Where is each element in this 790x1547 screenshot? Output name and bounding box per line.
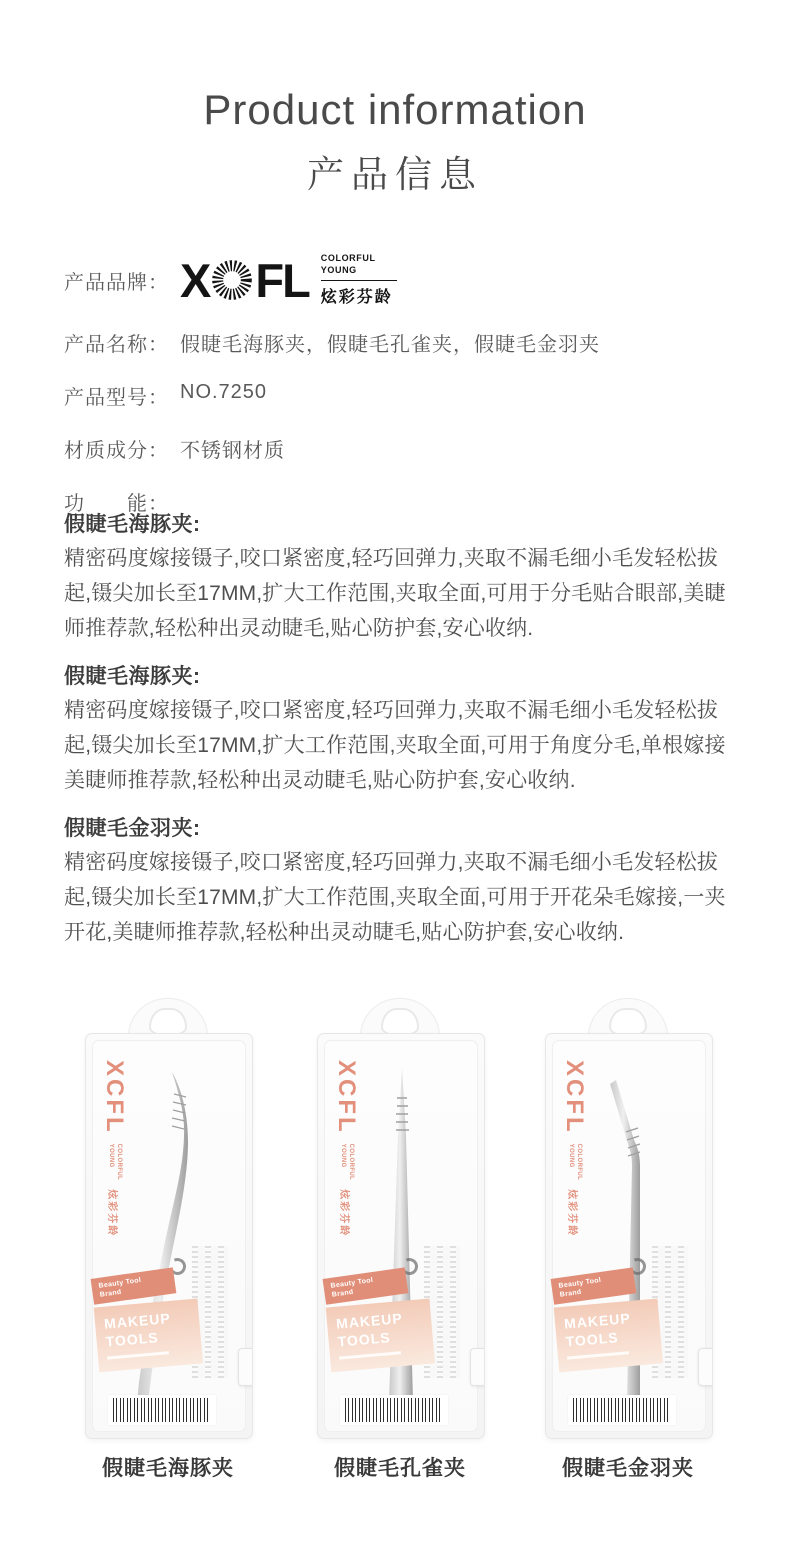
makeup-tools-label	[91, 1267, 203, 1372]
hang-hole	[381, 1008, 419, 1036]
beauty-tool-ribbon: Beauty Tool Brand	[551, 1267, 636, 1304]
page-title-en: Product information	[203, 86, 587, 133]
spec-label-name: 产品名称：	[64, 334, 169, 356]
brand-logo-letters-fl: FL	[255, 253, 309, 307]
barcode-bars	[113, 1398, 211, 1422]
barcode	[340, 1395, 448, 1425]
sunburst-c-icon	[210, 258, 254, 302]
beauty-tool-ribbon: Beauty Tool Brand	[323, 1267, 408, 1304]
spec-value-model: NO.7250	[180, 381, 268, 403]
brand-logo-side	[321, 253, 397, 307]
label-subtitle-line	[567, 1351, 629, 1359]
package-logo-tagline: COLORFUL YOUNG	[108, 1143, 122, 1181]
package-logo-chinese: 炫彩芬龄	[566, 1189, 578, 1238]
brand-logo-letter-x: X	[180, 253, 210, 307]
brand-logo	[180, 253, 397, 307]
makeup-tools-box: MAKEUP TOOLS	[554, 1299, 663, 1373]
spec-list	[64, 252, 744, 540]
feature-section-dolphin-2	[64, 660, 730, 798]
hang-hole	[609, 1008, 647, 1036]
package-body	[85, 1033, 253, 1439]
brand-chinese-name: 炫彩芬龄	[320, 288, 393, 306]
zipper-slider	[698, 1348, 713, 1386]
package-logo-text: XCFL	[101, 1060, 128, 1135]
package-body	[317, 1033, 485, 1439]
product-card-peacock	[317, 998, 483, 1490]
makeup-tools-label	[551, 1267, 663, 1372]
feature-heading: 假睫毛海豚夹:	[64, 513, 201, 536]
spec-label-material: 材质成分：	[64, 440, 169, 462]
package-logo-tagline: COLORFUL YOUNG	[568, 1143, 582, 1181]
feature-section-gold-feather	[64, 812, 730, 950]
package-logo-tagline: COLORFUL YOUNG	[340, 1143, 354, 1181]
brand-tagline-line1: COLORFUL	[320, 253, 376, 264]
package-logo-text: XCFL	[561, 1060, 588, 1135]
zipper-slider	[238, 1348, 253, 1386]
feature-body: 精密码度嫁接镊子,咬口紧密度,轻巧回弹力,夹取不漏毛细小毛发轻松拔起,镊尖加长至17MM,扩大工作范围,夹取全面,可用于角度分毛,单根嫁接美睫师推荐款,轻松种出灵动睫毛,贴心防护套,安心收纳.	[64, 699, 726, 792]
spec-label-model: 产品型号：	[64, 387, 169, 409]
makeup-tools-label	[323, 1267, 435, 1372]
package-logo-chinese: 炫彩芬龄	[338, 1189, 350, 1238]
spec-row-material	[64, 434, 744, 463]
product-caption-dolphin: 假睫毛海豚夹	[102, 1457, 234, 1480]
spec-row-name	[64, 328, 744, 357]
spec-label-function: 功 能：	[64, 493, 169, 515]
feature-body: 精密码度嫁接镊子,咬口紧密度,轻巧回弹力,夹取不漏毛细小毛发轻松拔起,镊尖加长至17MM,扩大工作范围,夹取全面,可用于分毛贴合眼部,美睫师推荐款,轻松种出灵动睫毛,贴心防护套,安心收纳.	[64, 547, 726, 640]
spec-value-name: 假睫毛海豚夹，假睫毛孔雀夹，假睫毛金羽夹	[180, 334, 600, 356]
package-logo-chinese: 炫彩芬龄	[106, 1189, 118, 1238]
beauty-tool-ribbon: Beauty Tool Brand	[91, 1267, 176, 1304]
feature-section-dolphin-1	[64, 508, 730, 646]
label-subtitle-line	[339, 1351, 401, 1359]
barcode	[568, 1395, 676, 1425]
brand-tagline-line2: YOUNG	[320, 264, 357, 275]
package-body	[545, 1033, 713, 1439]
product-card-gold-feather	[545, 998, 711, 1490]
product-caption-peacock: 假睫毛孔雀夹	[334, 1457, 466, 1480]
brand-logo-divider	[321, 280, 397, 281]
feature-sections	[64, 508, 730, 964]
feature-heading: 假睫毛金羽夹:	[64, 817, 201, 840]
label-subtitle-line	[107, 1351, 169, 1359]
makeup-tools-box: MAKEUP TOOLS	[326, 1299, 435, 1373]
barcode	[108, 1395, 216, 1425]
barcode-bars	[345, 1398, 443, 1422]
package-logo-text: XCFL	[333, 1060, 360, 1135]
zipper-slider	[470, 1348, 485, 1386]
product-caption-gold-feather: 假睫毛金羽夹	[562, 1457, 694, 1480]
product-card-dolphin	[85, 998, 251, 1490]
hang-hole	[149, 1008, 187, 1036]
makeup-tools-box: MAKEUP TOOLS	[94, 1299, 203, 1373]
barcode-bars	[573, 1398, 671, 1422]
feature-heading: 假睫毛海豚夹:	[64, 665, 201, 688]
page-title-zh: 产品信息	[307, 154, 483, 195]
spec-row-brand	[64, 252, 744, 308]
spec-value-material: 不锈钢材质	[180, 440, 285, 462]
spec-label-brand: 产品品牌：	[64, 271, 169, 294]
spec-row-model	[64, 381, 744, 410]
feature-body: 精密码度嫁接镊子,咬口紧密度,轻巧回弹力,夹取不漏毛细小毛发轻松拔起,镊尖加长至17MM,扩大工作范围,夹取全面,可用于开花朵毛嫁接,一夹开花,美睫师推荐款,轻松种出灵动睫毛,贴心防护套,安心收纳.	[64, 851, 726, 944]
